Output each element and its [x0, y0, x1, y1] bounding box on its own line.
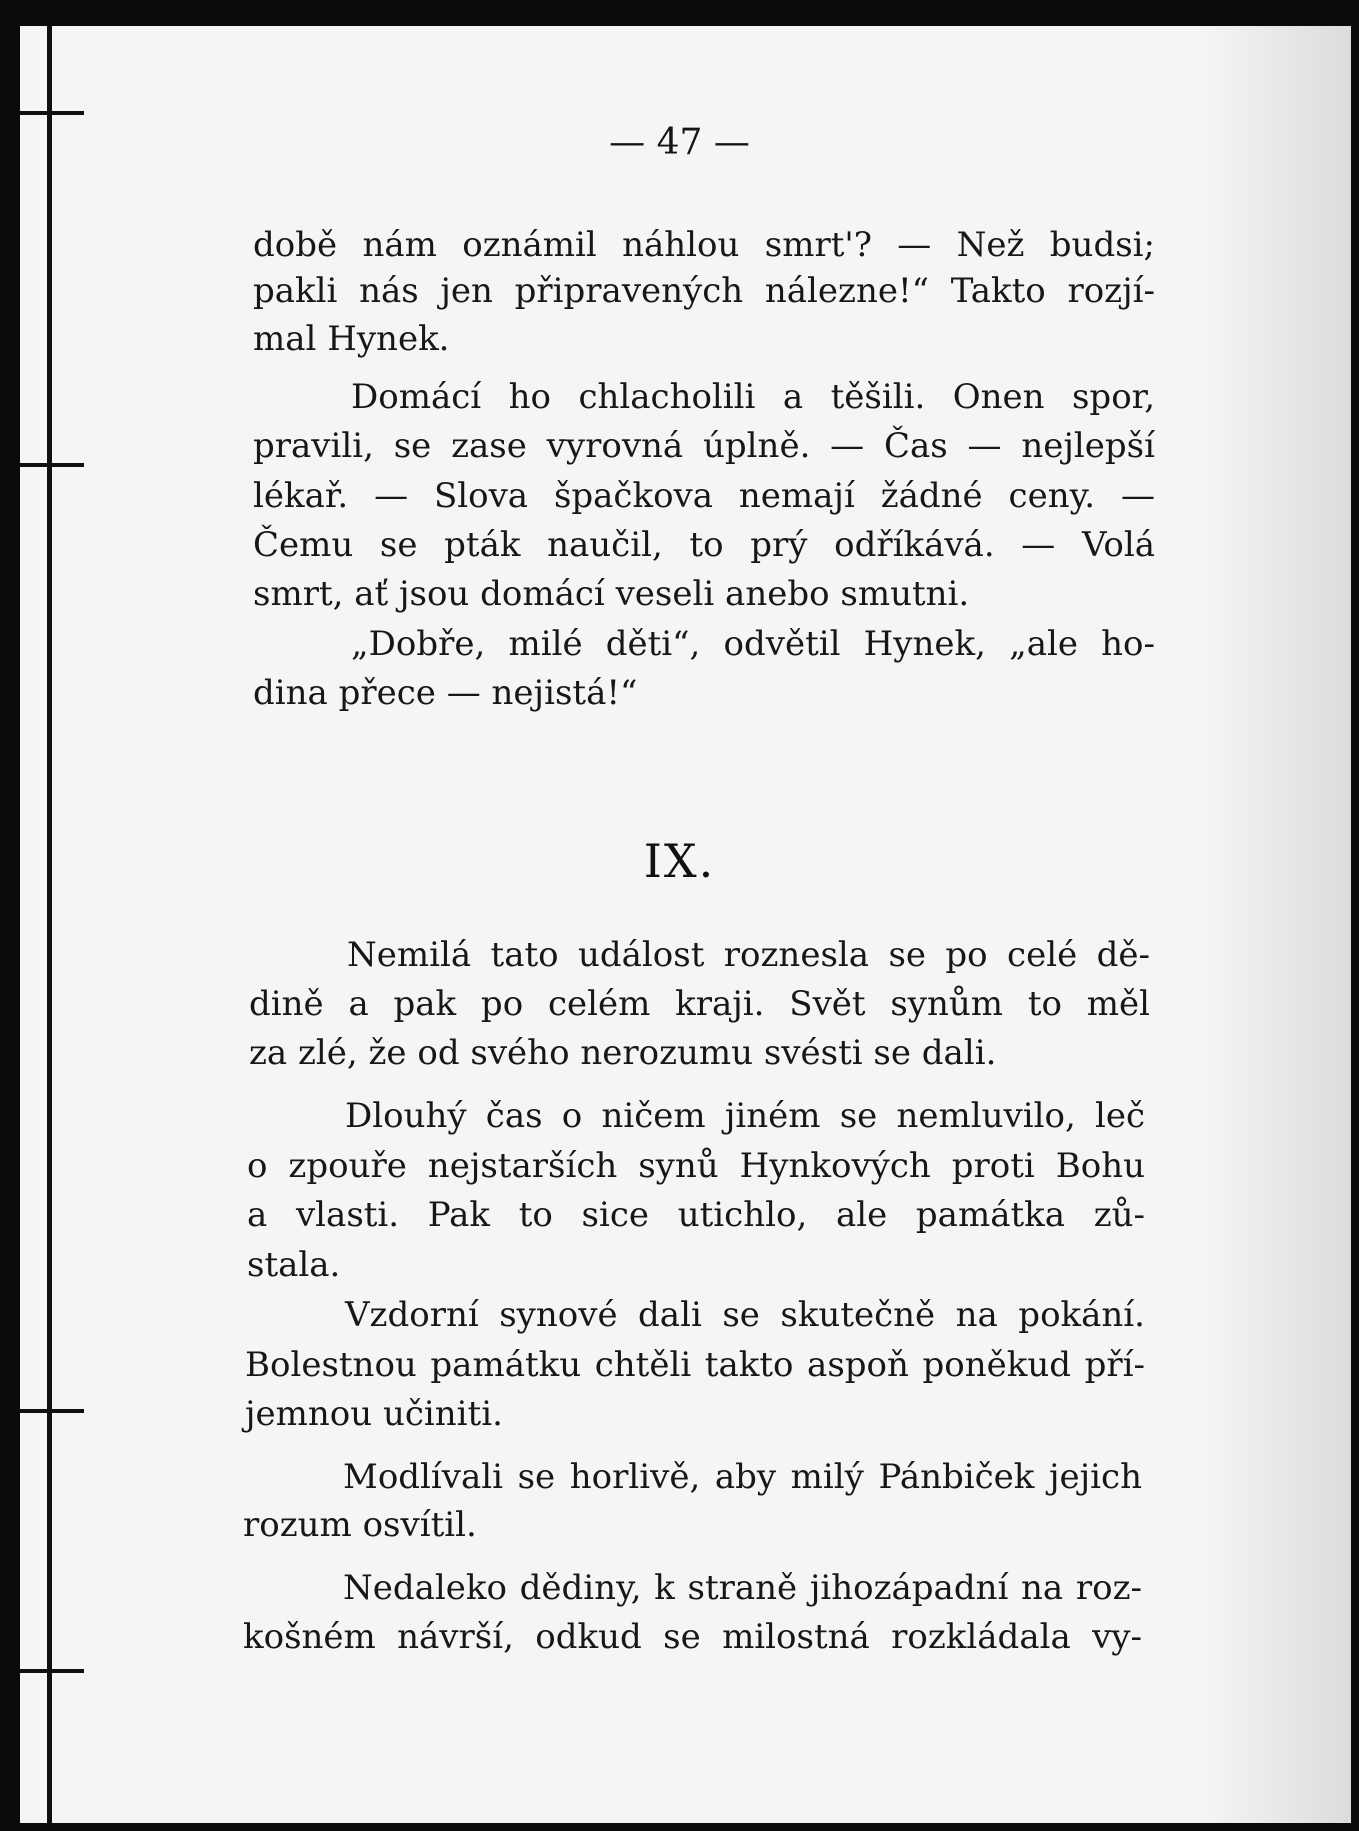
text-line: pakli nás jen připravených nálezne!“ Takto rozjí-: [253, 271, 1155, 311]
text-line: stala.: [247, 1245, 341, 1285]
text-line: Modlívali se horlivě, aby milý Pánbiček jejich: [343, 1457, 1142, 1497]
chapter-heading: IX.: [643, 834, 716, 888]
text-line: za zlé, že od svého nerozumu svésti se dali.: [249, 1033, 997, 1073]
text-line: „Dobře, milé děti“, odvětil Hynek, „ale ho-: [351, 624, 1155, 664]
binding-mark: [20, 463, 84, 467]
text-line: Vzdorní synové dali se skutečně na pokání.: [345, 1295, 1145, 1335]
binding-mark: [20, 1669, 84, 1673]
text-line: o zpouře nejstarších synů Hynkových proti Bohu: [247, 1146, 1145, 1186]
text-line: Nemilá tato událost roznesla se po celé dě-: [347, 935, 1150, 975]
text-line: Domácí ho chlacholili a těšili. Onen spor,: [351, 377, 1155, 417]
text-line: Bolestnou památku chtěli takto aspoň poněkud pří-: [245, 1345, 1145, 1385]
page-shadow: [1201, 26, 1351, 1823]
text-line: dině a pak po celém kraji. Svět synům to měl: [249, 984, 1150, 1024]
text-line: košném návrší, odkud se milostná rozkládala vy-: [243, 1617, 1142, 1657]
text-line: mal Hynek.: [253, 319, 450, 359]
text-line: dina přece — nejistá!“: [253, 673, 638, 713]
binding-mark: [20, 1409, 84, 1413]
text-line: Dlouhý čas o ničem jiném se nemluvilo, leč: [345, 1096, 1145, 1136]
text-line: jemnou učiniti.: [245, 1394, 503, 1434]
text-line: pravili, se zase vyrovná úplně. — Čas — nejlepší: [253, 426, 1155, 466]
text-line: době nám oznámil náhlou smrt'? — Než budsi;: [253, 225, 1155, 265]
binding-mark: [20, 111, 84, 115]
text-line: lékař. — Slova špačkova nemají žádné ceny. —: [253, 476, 1155, 516]
page-number: — 47 —: [609, 122, 750, 163]
text-line: Čemu se pták naučil, to prý odříkává. — Volá: [253, 525, 1155, 565]
text-line: smrt, ať jsou domácí veseli anebo smutni.: [253, 574, 970, 614]
text-line: rozum osvítil.: [243, 1505, 477, 1545]
text-line: Nedaleko dědiny, k straně jihozápadní na roz-: [343, 1568, 1142, 1608]
text-line: a vlasti. Pak to sice utichlo, ale památka zů-: [247, 1195, 1145, 1235]
binding-edge: [47, 26, 52, 1823]
